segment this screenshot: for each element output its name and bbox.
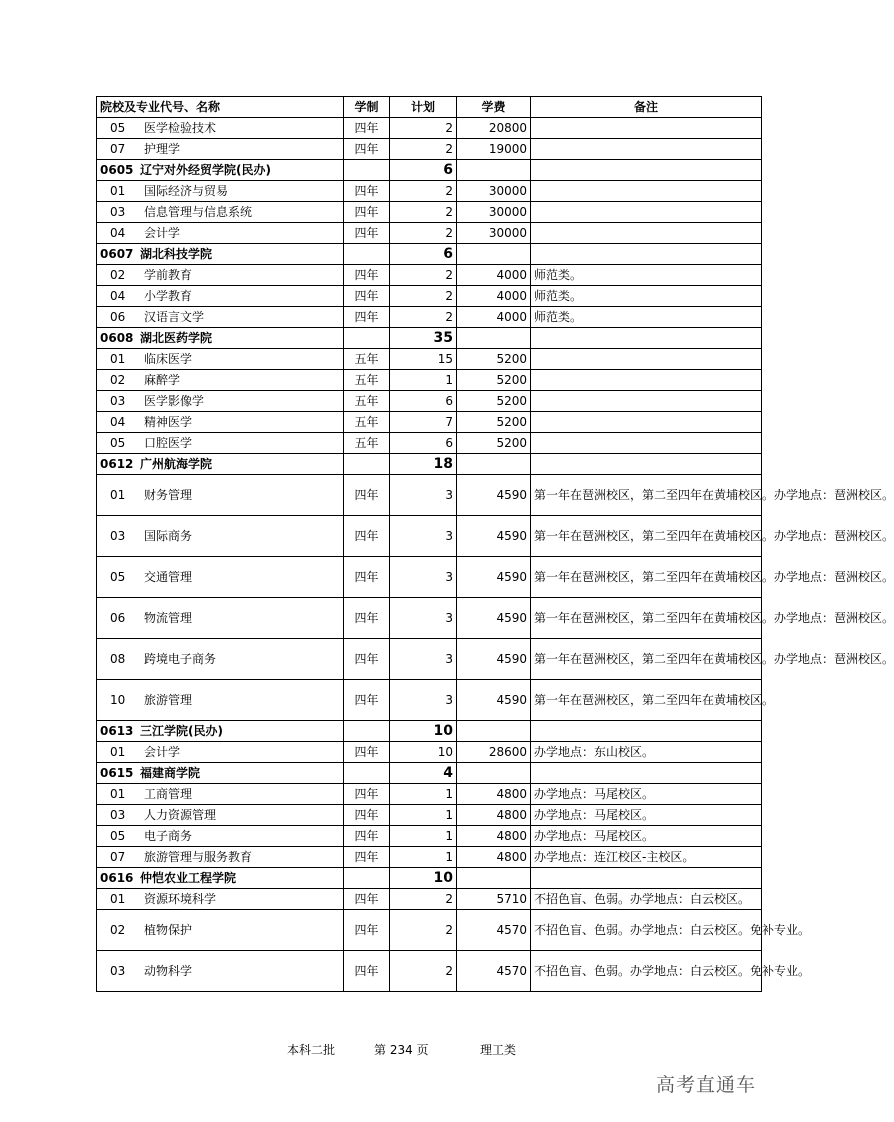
school-code: 0605 <box>100 163 134 177</box>
header-years: 学制 <box>344 97 390 118</box>
major-note: 不招色盲、色弱。办学地点：白云校区。免补专业。 <box>531 910 762 951</box>
major-code: 03 <box>110 205 126 219</box>
school-cell <box>97 328 344 349</box>
major-cell <box>97 181 344 202</box>
major-fee: 5200 <box>457 433 531 454</box>
major-row <box>97 516 762 557</box>
major-note: 第一年在琶洲校区，第二至四年在黄埔校区。办学地点：琶洲校区。 <box>531 639 762 680</box>
major-fee: 5200 <box>457 370 531 391</box>
major-code: 10 <box>110 693 126 707</box>
major-note: 第一年在琶洲校区，第二至四年在黄埔校区。办学地点：琶洲校区。 <box>531 516 762 557</box>
major-code: 08 <box>110 652 126 666</box>
major-name: 电子商务 <box>144 829 193 843</box>
major-row <box>97 265 762 286</box>
major-note: 第一年在琶洲校区，第二至四年在黄埔校区。办学地点：琶洲校区。 <box>531 475 762 516</box>
major-fee: 30000 <box>457 223 531 244</box>
major-name: 精神医学 <box>144 415 193 429</box>
major-name: 国际商务 <box>144 529 193 543</box>
school-years-cell <box>344 160 390 181</box>
major-cell <box>97 286 344 307</box>
major-plan: 2 <box>390 118 457 139</box>
major-years: 四年 <box>344 286 390 307</box>
major-name: 旅游管理与服务教育 <box>144 850 253 864</box>
major-name: 信息管理与信息系统 <box>144 205 253 219</box>
school-fee-cell <box>457 160 531 181</box>
major-note <box>531 433 762 454</box>
major-plan: 2 <box>390 307 457 328</box>
school-plan-total: 10 <box>390 868 457 889</box>
school-name: 三江学院(民办) <box>140 724 223 738</box>
major-plan: 3 <box>390 516 457 557</box>
major-note: 办学地点：马尾校区。 <box>531 826 762 847</box>
major-name: 口腔医学 <box>144 436 193 450</box>
major-name: 临床医学 <box>144 352 193 366</box>
major-plan: 2 <box>390 223 457 244</box>
school-fee-cell <box>457 328 531 349</box>
major-plan: 2 <box>390 286 457 307</box>
major-cell <box>97 742 344 763</box>
major-note: 第一年在琶洲校区，第二至四年在黄埔校区。办学地点：琶洲校区。 <box>531 557 762 598</box>
major-plan: 2 <box>390 265 457 286</box>
major-note <box>531 181 762 202</box>
major-years: 四年 <box>344 742 390 763</box>
school-code: 0607 <box>100 247 134 261</box>
major-name: 护理学 <box>144 142 181 156</box>
major-code: 01 <box>110 787 126 801</box>
footer-batch: 本科二批 <box>287 1043 336 1057</box>
major-fee: 4590 <box>457 639 531 680</box>
school-cell <box>97 721 344 742</box>
major-fee: 4570 <box>457 951 531 992</box>
major-fee: 4800 <box>457 826 531 847</box>
school-years-cell <box>344 868 390 889</box>
major-years: 五年 <box>344 412 390 433</box>
major-fee: 4590 <box>457 557 531 598</box>
major-note: 师范类。 <box>531 286 762 307</box>
major-note <box>531 223 762 244</box>
school-fee-cell <box>457 721 531 742</box>
header-name: 院校及专业代号、名称 <box>97 97 344 118</box>
major-cell <box>97 951 344 992</box>
major-code: 04 <box>110 415 126 429</box>
major-fee: 4800 <box>457 847 531 868</box>
school-plan-total: 18 <box>390 454 457 475</box>
major-name: 医学影像学 <box>144 394 205 408</box>
major-code: 05 <box>110 436 126 450</box>
major-plan: 6 <box>390 391 457 412</box>
major-note: 第一年在琶洲校区，第二至四年在黄埔校区。办学地点：琶洲校区。 <box>531 598 762 639</box>
school-note-cell <box>531 721 762 742</box>
major-row <box>97 370 762 391</box>
major-note: 不招色盲、色弱。办学地点：白云校区。 <box>531 889 762 910</box>
major-code: 04 <box>110 226 126 240</box>
major-note: 第一年在琶洲校区，第二至四年在黄埔校区。 <box>531 680 762 721</box>
major-fee: 30000 <box>457 202 531 223</box>
major-note: 办学地点：东山校区。 <box>531 742 762 763</box>
major-code: 06 <box>110 611 126 625</box>
major-row <box>97 742 762 763</box>
major-cell <box>97 412 344 433</box>
major-note <box>531 412 762 433</box>
major-row <box>97 349 762 370</box>
major-plan: 3 <box>390 639 457 680</box>
major-fee: 5200 <box>457 412 531 433</box>
major-code: 03 <box>110 808 126 822</box>
major-code: 04 <box>110 289 126 303</box>
school-plan-total: 10 <box>390 721 457 742</box>
major-cell <box>97 805 344 826</box>
major-years: 四年 <box>344 951 390 992</box>
school-plan-total: 6 <box>390 244 457 265</box>
major-years: 四年 <box>344 516 390 557</box>
major-years: 四年 <box>344 139 390 160</box>
school-name: 广州航海学院 <box>140 457 213 471</box>
major-code: 05 <box>110 829 126 843</box>
school-row <box>97 328 762 349</box>
major-row <box>97 557 762 598</box>
major-fee: 30000 <box>457 181 531 202</box>
major-plan: 1 <box>390 370 457 391</box>
major-cell <box>97 202 344 223</box>
header-note: 备注 <box>531 97 762 118</box>
major-row <box>97 412 762 433</box>
school-years-cell <box>344 454 390 475</box>
major-note <box>531 391 762 412</box>
school-code: 0613 <box>100 724 134 738</box>
major-note <box>531 118 762 139</box>
school-fee-cell <box>457 244 531 265</box>
major-row <box>97 805 762 826</box>
major-row <box>97 286 762 307</box>
school-code: 0608 <box>100 331 134 345</box>
watermark-logo-text: 高考直通车 <box>656 1074 757 1096</box>
school-name: 福建商学院 <box>140 766 201 780</box>
major-plan: 3 <box>390 598 457 639</box>
major-years: 四年 <box>344 910 390 951</box>
school-plan-total: 6 <box>390 160 457 181</box>
major-code: 03 <box>110 964 126 978</box>
major-code: 01 <box>110 745 126 759</box>
major-plan: 1 <box>390 784 457 805</box>
school-fee-cell <box>457 454 531 475</box>
major-note: 办学地点：马尾校区。 <box>531 805 762 826</box>
major-note <box>531 202 762 223</box>
major-row <box>97 223 762 244</box>
major-code: 06 <box>110 310 126 324</box>
major-fee: 4590 <box>457 516 531 557</box>
school-plan-total: 4 <box>390 763 457 784</box>
school-note-cell <box>531 160 762 181</box>
major-name: 学前教育 <box>144 268 193 282</box>
major-plan: 3 <box>390 557 457 598</box>
major-code: 01 <box>110 892 126 906</box>
major-years: 四年 <box>344 826 390 847</box>
major-plan: 10 <box>390 742 457 763</box>
major-years: 四年 <box>344 557 390 598</box>
major-cell <box>97 598 344 639</box>
major-fee: 4000 <box>457 265 531 286</box>
major-name: 交通管理 <box>144 570 193 584</box>
major-name: 医学检验技术 <box>144 121 217 135</box>
major-row <box>97 951 762 992</box>
major-years: 四年 <box>344 598 390 639</box>
major-fee: 4570 <box>457 910 531 951</box>
major-note <box>531 139 762 160</box>
major-cell <box>97 433 344 454</box>
major-fee: 5710 <box>457 889 531 910</box>
major-name: 国际经济与贸易 <box>144 184 229 198</box>
major-plan: 2 <box>390 951 457 992</box>
major-name: 旅游管理 <box>144 693 193 707</box>
major-years: 五年 <box>344 370 390 391</box>
major-years: 四年 <box>344 307 390 328</box>
major-name: 会计学 <box>144 226 181 240</box>
major-years: 五年 <box>344 349 390 370</box>
school-years-cell <box>344 763 390 784</box>
major-name: 物流管理 <box>144 611 193 625</box>
major-plan: 2 <box>390 181 457 202</box>
school-code: 0615 <box>100 766 134 780</box>
major-cell <box>97 265 344 286</box>
major-fee: 4800 <box>457 784 531 805</box>
major-row <box>97 826 762 847</box>
header-fee: 学费 <box>457 97 531 118</box>
major-fee: 4590 <box>457 598 531 639</box>
major-code: 05 <box>110 121 126 135</box>
school-note-cell <box>531 868 762 889</box>
major-years: 四年 <box>344 847 390 868</box>
major-note <box>531 370 762 391</box>
major-name: 跨境电子商务 <box>144 652 217 666</box>
major-fee: 19000 <box>457 139 531 160</box>
major-fee: 5200 <box>457 349 531 370</box>
major-years: 五年 <box>344 391 390 412</box>
school-years-cell <box>344 328 390 349</box>
major-plan: 2 <box>390 889 457 910</box>
header-plan: 计划 <box>390 97 457 118</box>
major-years: 四年 <box>344 118 390 139</box>
major-years: 四年 <box>344 889 390 910</box>
major-cell <box>97 370 344 391</box>
school-row <box>97 868 762 889</box>
major-note: 师范类。 <box>531 307 762 328</box>
school-fee-cell <box>457 763 531 784</box>
major-code: 07 <box>110 850 126 864</box>
major-name: 资源环境科学 <box>144 892 217 906</box>
school-note-cell <box>531 454 762 475</box>
school-note-cell <box>531 328 762 349</box>
major-code: 02 <box>110 373 126 387</box>
major-years: 四年 <box>344 202 390 223</box>
major-cell <box>97 118 344 139</box>
major-years: 四年 <box>344 181 390 202</box>
school-cell <box>97 160 344 181</box>
major-code: 01 <box>110 352 126 366</box>
school-code: 0612 <box>100 457 134 471</box>
major-row <box>97 433 762 454</box>
major-cell <box>97 847 344 868</box>
major-cell <box>97 223 344 244</box>
school-row <box>97 763 762 784</box>
major-years: 四年 <box>344 805 390 826</box>
major-row <box>97 889 762 910</box>
major-fee: 20800 <box>457 118 531 139</box>
major-row <box>97 181 762 202</box>
school-code: 0616 <box>100 871 134 885</box>
major-years: 四年 <box>344 223 390 244</box>
major-code: 01 <box>110 184 126 198</box>
enrollment-plan-table <box>96 96 894 992</box>
school-row <box>97 160 762 181</box>
major-row <box>97 391 762 412</box>
major-plan: 15 <box>390 349 457 370</box>
school-note-cell <box>531 244 762 265</box>
footer-category: 理工类 <box>480 1043 517 1057</box>
major-row <box>97 784 762 805</box>
school-cell <box>97 763 344 784</box>
school-row <box>97 721 762 742</box>
major-fee: 4590 <box>457 680 531 721</box>
major-years: 四年 <box>344 784 390 805</box>
major-name: 动物科学 <box>144 964 193 978</box>
major-years: 四年 <box>344 265 390 286</box>
major-plan: 2 <box>390 910 457 951</box>
major-plan: 3 <box>390 680 457 721</box>
major-fee: 4000 <box>457 307 531 328</box>
major-fee: 5200 <box>457 391 531 412</box>
major-name: 会计学 <box>144 745 181 759</box>
major-plan: 6 <box>390 433 457 454</box>
school-row <box>97 244 762 265</box>
major-cell <box>97 826 344 847</box>
major-plan: 7 <box>390 412 457 433</box>
major-cell <box>97 139 344 160</box>
major-row <box>97 118 762 139</box>
major-cell <box>97 307 344 328</box>
major-name: 人力资源管理 <box>144 808 217 822</box>
major-row <box>97 910 762 951</box>
major-row <box>97 639 762 680</box>
major-cell <box>97 516 344 557</box>
major-years: 五年 <box>344 433 390 454</box>
school-cell <box>97 868 344 889</box>
school-name: 湖北医药学院 <box>140 331 213 345</box>
school-name: 仲恺农业工程学院 <box>140 871 237 885</box>
school-cell <box>97 244 344 265</box>
major-note: 师范类。 <box>531 265 762 286</box>
major-cell <box>97 784 344 805</box>
school-note-cell <box>531 763 762 784</box>
major-name: 植物保护 <box>144 923 193 937</box>
major-row <box>97 598 762 639</box>
major-cell <box>97 349 344 370</box>
major-years: 四年 <box>344 475 390 516</box>
major-name: 财务管理 <box>144 488 193 502</box>
major-code: 03 <box>110 394 126 408</box>
major-code: 02 <box>110 268 126 282</box>
major-row <box>97 475 762 516</box>
major-row <box>97 847 762 868</box>
footer-page-number: 第 234 页 <box>374 1043 429 1057</box>
school-plan-total: 35 <box>390 328 457 349</box>
school-fee-cell <box>457 868 531 889</box>
major-code: 02 <box>110 923 126 937</box>
major-code: 03 <box>110 529 126 543</box>
school-row <box>97 454 762 475</box>
major-cell <box>97 391 344 412</box>
major-code: 01 <box>110 488 126 502</box>
school-years-cell <box>344 721 390 742</box>
school-name: 辽宁对外经贸学院(民办) <box>140 163 271 177</box>
major-row <box>97 139 762 160</box>
major-plan: 1 <box>390 847 457 868</box>
major-cell <box>97 639 344 680</box>
major-note: 办学地点：马尾校区。 <box>531 784 762 805</box>
major-note <box>531 349 762 370</box>
major-note: 办学地点：连江校区-主校区。 <box>531 847 762 868</box>
major-name: 汉语言文学 <box>144 310 205 324</box>
major-code: 05 <box>110 570 126 584</box>
major-fee: 28600 <box>457 742 531 763</box>
major-cell <box>97 889 344 910</box>
major-plan: 3 <box>390 475 457 516</box>
major-years: 四年 <box>344 680 390 721</box>
major-code: 07 <box>110 142 126 156</box>
major-cell <box>97 680 344 721</box>
major-row <box>97 202 762 223</box>
major-name: 工商管理 <box>144 787 193 801</box>
school-name: 湖北科技学院 <box>140 247 213 261</box>
major-plan: 1 <box>390 805 457 826</box>
major-cell <box>97 475 344 516</box>
major-fee: 4000 <box>457 286 531 307</box>
major-name: 麻醉学 <box>144 373 181 387</box>
major-plan: 2 <box>390 139 457 160</box>
major-years: 四年 <box>344 639 390 680</box>
major-cell <box>97 910 344 951</box>
major-fee: 4590 <box>457 475 531 516</box>
major-name: 小学教育 <box>144 289 193 303</box>
major-note: 不招色盲、色弱。办学地点：白云校区。免补专业。 <box>531 951 762 992</box>
school-cell <box>97 454 344 475</box>
table-header-row <box>97 97 762 118</box>
major-fee: 4800 <box>457 805 531 826</box>
major-row <box>97 307 762 328</box>
major-cell <box>97 557 344 598</box>
school-years-cell <box>344 244 390 265</box>
major-plan: 1 <box>390 826 457 847</box>
major-row <box>97 680 762 721</box>
major-plan: 2 <box>390 202 457 223</box>
